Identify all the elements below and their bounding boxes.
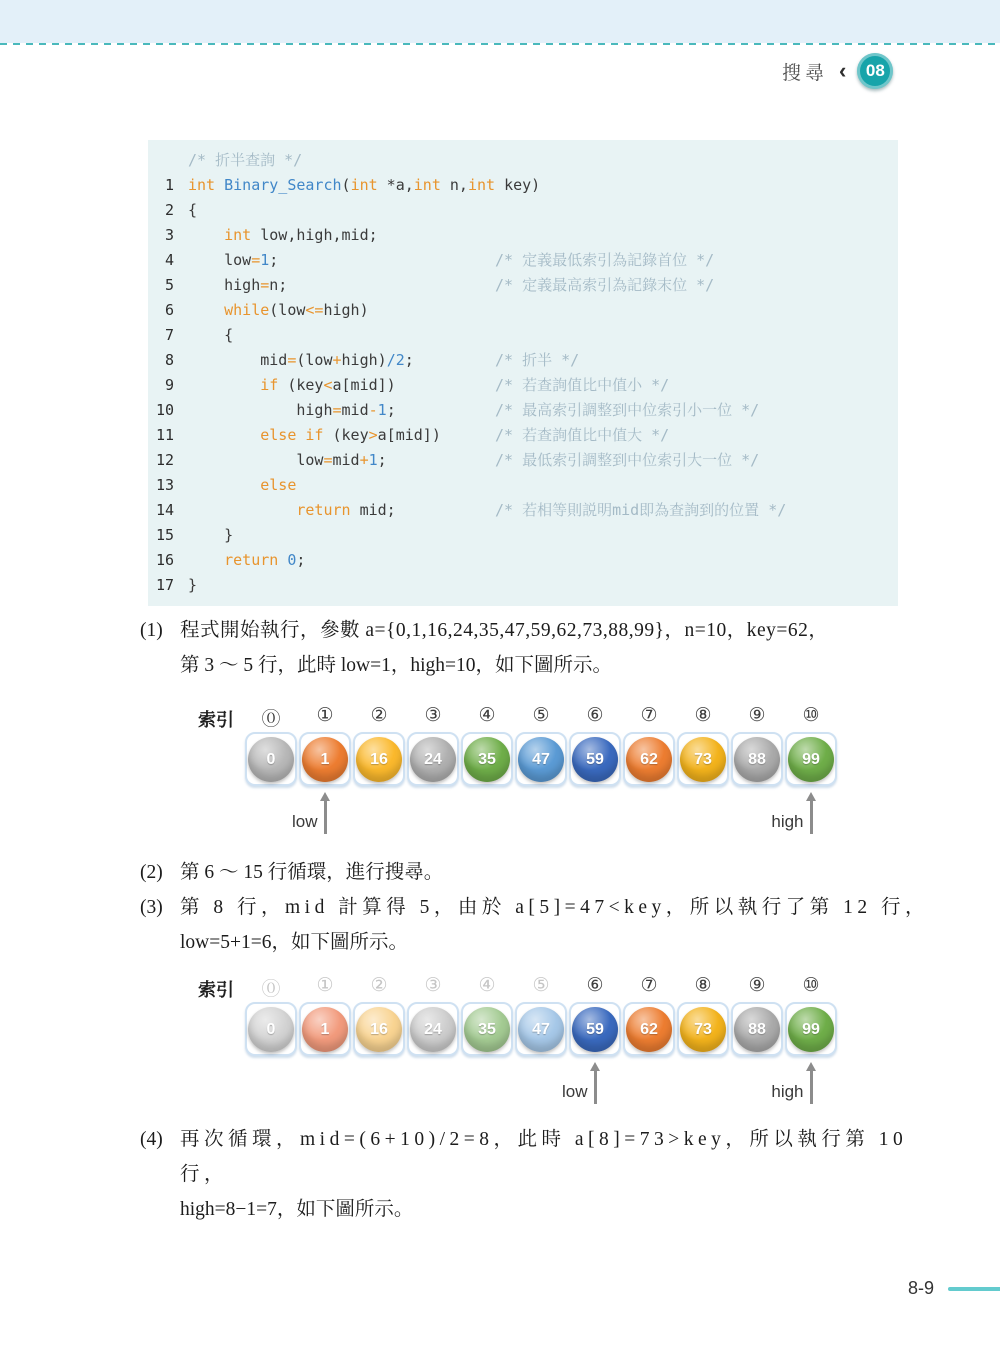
array-ball <box>518 1007 564 1052</box>
ball-value: 88 <box>748 750 766 768</box>
code-line <box>148 573 898 598</box>
code-line <box>148 373 898 398</box>
code-text: int Binary_Search(int *a,int n,int key) <box>188 176 541 194</box>
code-line <box>148 148 898 173</box>
code-line-number: 16 <box>155 551 174 569</box>
code-line <box>148 448 898 473</box>
index-row <box>245 704 837 731</box>
array-ball <box>572 1007 618 1052</box>
array-cell <box>623 732 675 786</box>
array-ball <box>464 1007 510 1052</box>
arrow-shaft <box>324 801 327 834</box>
low-pointer-label: low <box>291 812 318 831</box>
code-line <box>148 273 898 298</box>
array-cell <box>299 732 351 786</box>
code-text: low=mid+1; <box>188 451 387 469</box>
code-comment: /* 折半 */ <box>495 351 580 369</box>
code-line <box>148 173 898 198</box>
index-badge: ① <box>316 974 334 996</box>
low-pointer-label: low <box>561 1082 588 1101</box>
code-comment: /* 若查詢值比中值大 */ <box>495 426 670 444</box>
ball-value: 35 <box>478 1020 496 1038</box>
ball-value: 1 <box>320 750 330 768</box>
code-line-number: 4 <box>164 251 174 269</box>
array-ball <box>356 1007 402 1052</box>
array-cell <box>785 732 837 786</box>
array-cell <box>515 732 567 786</box>
index-badge: ⑥ <box>586 704 604 726</box>
ball-value: 99 <box>802 1020 820 1038</box>
ball-value: 59 <box>586 1020 604 1038</box>
array-ball <box>248 1007 294 1052</box>
code-line <box>148 298 898 323</box>
arrow-up-icon <box>590 1062 600 1071</box>
index-badge: ⑤ <box>532 704 550 726</box>
code-line-number: 9 <box>164 376 174 394</box>
index-badge: ⑧ <box>694 974 712 996</box>
code-text: else if (key>a[mid]) <box>260 426 441 444</box>
array-cell <box>245 732 297 786</box>
ball-value: 73 <box>694 1020 712 1038</box>
array-cell <box>461 1002 513 1056</box>
code-text: { <box>188 326 234 344</box>
index-badge: ⑧ <box>694 704 712 726</box>
index-badge: ② <box>370 974 388 996</box>
array-ball <box>734 737 780 782</box>
array-cell <box>407 1002 459 1056</box>
array-ball <box>572 737 618 782</box>
ball-value: 0 <box>266 750 276 768</box>
index-badge: ⑦ <box>640 704 658 726</box>
array-cell <box>353 732 405 786</box>
code-line-number: 3 <box>164 226 174 244</box>
step-text-line: low=5+1=6，如下圖所示。 <box>180 932 408 953</box>
index-badge: ⑨ <box>748 704 766 726</box>
array-diagram-second-pass <box>190 974 850 1112</box>
arrow-up-icon <box>806 792 816 801</box>
array-cell <box>515 1002 567 1056</box>
ball-value: 0 <box>266 1020 276 1038</box>
high-pointer <box>771 1062 813 1106</box>
step-text-line: 再次循環，mid=(6+10)/2=8，此時 a[8]=73>key，所以執行第 10 行， <box>180 1129 908 1185</box>
code-line <box>148 198 898 223</box>
step-marker: (4) <box>140 1129 163 1150</box>
code-text: return 0; <box>224 551 306 569</box>
array-cell <box>677 1002 729 1056</box>
index-badge: ⑦ <box>640 974 658 996</box>
array-ball <box>734 1007 780 1052</box>
chapter-number: 08 <box>865 61 885 80</box>
code-text: while(low<=high) <box>224 301 369 319</box>
page-top-band <box>0 0 1000 43</box>
code-text: } <box>188 526 234 544</box>
array-cells <box>245 732 837 786</box>
chevron-left-icon: ‹ <box>839 58 847 83</box>
step-text-line: 程式開始執行，參數 a={0,1,16,24,35,47,59,62,73,88,99}，n=10，key=62， <box>180 620 829 641</box>
code-line <box>148 523 898 548</box>
code-text: high=n; <box>188 276 288 294</box>
index-badge: ⓪ <box>261 978 281 1000</box>
code-text: int low,high,mid; <box>224 226 378 244</box>
ball-value: 24 <box>424 750 442 768</box>
ball-value: 16 <box>370 1020 388 1038</box>
code-text: high=mid-1; <box>188 401 396 419</box>
high-pointer <box>771 792 813 836</box>
array-ball <box>680 737 726 782</box>
code-text: if (key<a[mid]) <box>260 376 396 394</box>
arrow-shaft <box>810 801 813 834</box>
low-pointer <box>561 1062 597 1106</box>
ball-value: 99 <box>802 750 820 768</box>
step-text-line: 第 8 行，mid 計算得 5，由於 a[5]=47<key，所以執行了第 12 行， <box>180 897 930 918</box>
array-ball <box>302 1007 348 1052</box>
ball-value: 73 <box>694 750 712 768</box>
code-line <box>148 473 898 498</box>
index-badge: ⑤ <box>532 974 550 996</box>
code-text: { <box>188 201 198 219</box>
array-ball <box>680 1007 726 1052</box>
code-line <box>148 498 898 523</box>
code-text: } <box>188 576 198 594</box>
array-ball <box>788 1007 834 1052</box>
code-line-number: 7 <box>164 326 174 344</box>
code-text: low=1; <box>188 251 279 269</box>
code-listing <box>148 140 898 606</box>
index-badge: ⑩ <box>802 974 820 996</box>
code-comment: /* 最低索引調整到中位索引大一位 */ <box>495 451 760 469</box>
code-line-number: 8 <box>164 351 174 369</box>
code-line-number: 1 <box>164 176 174 194</box>
index-badge: ③ <box>424 974 442 996</box>
chapter-title: 搜尋 <box>782 62 829 84</box>
array-cell <box>569 732 621 786</box>
array-ball <box>248 737 294 782</box>
index-label: 索引 <box>198 710 234 730</box>
low-pointer <box>291 792 327 836</box>
code-text: mid=(low+high)/2; <box>188 351 414 369</box>
arrow-shaft <box>594 1071 597 1104</box>
array-ball <box>464 737 510 782</box>
index-badge: ⑩ <box>802 704 820 726</box>
array-ball <box>410 737 456 782</box>
code-comment: /* 若相等則説明mid即為查詢到的位置 */ <box>495 501 787 519</box>
code-line <box>148 223 898 248</box>
code-line-number: 14 <box>155 501 174 519</box>
code-line-number: 10 <box>155 401 174 419</box>
array-cells <box>245 1002 837 1056</box>
array-cell <box>353 1002 405 1056</box>
array-ball <box>626 1007 672 1052</box>
ball-value: 62 <box>640 1020 658 1038</box>
array-cell <box>731 1002 783 1056</box>
array-cell <box>785 1002 837 1056</box>
step-item-2 <box>140 855 940 890</box>
code-line <box>148 548 898 573</box>
dashed-divider <box>0 43 1000 45</box>
index-badge: ③ <box>424 704 442 726</box>
code-line-number: 2 <box>164 201 174 219</box>
code-line <box>148 348 898 373</box>
step-item-1 <box>140 613 940 683</box>
ball-value: 35 <box>478 750 496 768</box>
array-ball <box>356 737 402 782</box>
code-comment: /* 若查詢值比中值小 */ <box>495 376 670 394</box>
array-cell <box>731 732 783 786</box>
code-line <box>148 323 898 348</box>
code-line-number: 6 <box>164 301 174 319</box>
index-badge: ② <box>370 704 388 726</box>
step-item-3 <box>140 890 940 960</box>
array-cell <box>299 1002 351 1056</box>
array-ball <box>410 1007 456 1052</box>
arrow-up-icon <box>806 1062 816 1071</box>
code-comment: /* 最高索引調整到中位索引小一位 */ <box>495 401 760 419</box>
index-badge: ④ <box>478 704 496 726</box>
arrow-shaft <box>810 1071 813 1104</box>
array-cell <box>569 1002 621 1056</box>
page-number: 8-9 <box>907 1278 934 1298</box>
array-cell <box>407 732 459 786</box>
code-comment: /* 定義最低索引為記錄首位 */ <box>495 251 715 269</box>
ball-value: 47 <box>532 750 550 768</box>
code-line-number: 13 <box>155 476 174 494</box>
index-badge: ④ <box>478 974 496 996</box>
ball-value: 88 <box>748 1020 766 1038</box>
array-cell <box>623 1002 675 1056</box>
code-line <box>148 423 898 448</box>
array-ball <box>518 737 564 782</box>
ball-value: 59 <box>586 750 604 768</box>
ball-value: 47 <box>532 1020 550 1038</box>
code-line-number: 15 <box>155 526 174 544</box>
step-marker: (1) <box>140 620 163 641</box>
code-line-number: 5 <box>164 276 174 294</box>
ball-value: 24 <box>424 1020 442 1038</box>
array-ball <box>788 737 834 782</box>
high-pointer-label: high <box>771 812 804 831</box>
chapter-number-badge <box>857 53 893 89</box>
ball-value: 62 <box>640 750 658 768</box>
ball-value: 1 <box>320 1020 330 1038</box>
step-item-4 <box>140 1122 940 1227</box>
arrow-up-icon <box>320 792 330 801</box>
array-ball <box>302 737 348 782</box>
array-diagram-initial <box>190 704 850 842</box>
index-badge: ⑨ <box>748 974 766 996</box>
array-cell <box>677 732 729 786</box>
ball-value: 16 <box>370 750 388 768</box>
step-marker: (2) <box>140 862 163 883</box>
code-text: return mid; <box>296 501 396 519</box>
step-text-line: 第 3 ～ 5 行，此時 low=1，high=10，如下圖所示。 <box>180 655 613 676</box>
index-label: 索引 <box>198 980 234 1000</box>
page-header <box>782 53 893 89</box>
code-line-number: 17 <box>155 576 174 594</box>
index-badge: ⓪ <box>261 708 281 730</box>
code-line <box>148 398 898 423</box>
array-ball <box>626 737 672 782</box>
step-text-line: high=8−1=7，如下圖所示。 <box>180 1199 414 1220</box>
code-text: else <box>260 476 297 494</box>
step-marker: (3) <box>140 897 163 918</box>
index-badge: ⑥ <box>586 974 604 996</box>
index-row <box>245 974 837 1001</box>
step-text-line: 第 6 ～ 15 行循環，進行搜尋。 <box>180 862 444 883</box>
high-pointer-label: high <box>771 1082 804 1101</box>
code-text: /* 折半查詢 */ <box>188 151 303 169</box>
page-footer <box>908 1278 1000 1299</box>
code-line <box>148 248 898 273</box>
code-line-number: 12 <box>155 451 174 469</box>
array-cell <box>245 1002 297 1056</box>
code-comment: /* 定義最高索引為記錄末位 */ <box>495 276 715 294</box>
code-line-number: 11 <box>155 426 174 444</box>
footer-accent-line <box>948 1287 1000 1291</box>
array-cell <box>461 732 513 786</box>
index-badge: ① <box>316 704 334 726</box>
